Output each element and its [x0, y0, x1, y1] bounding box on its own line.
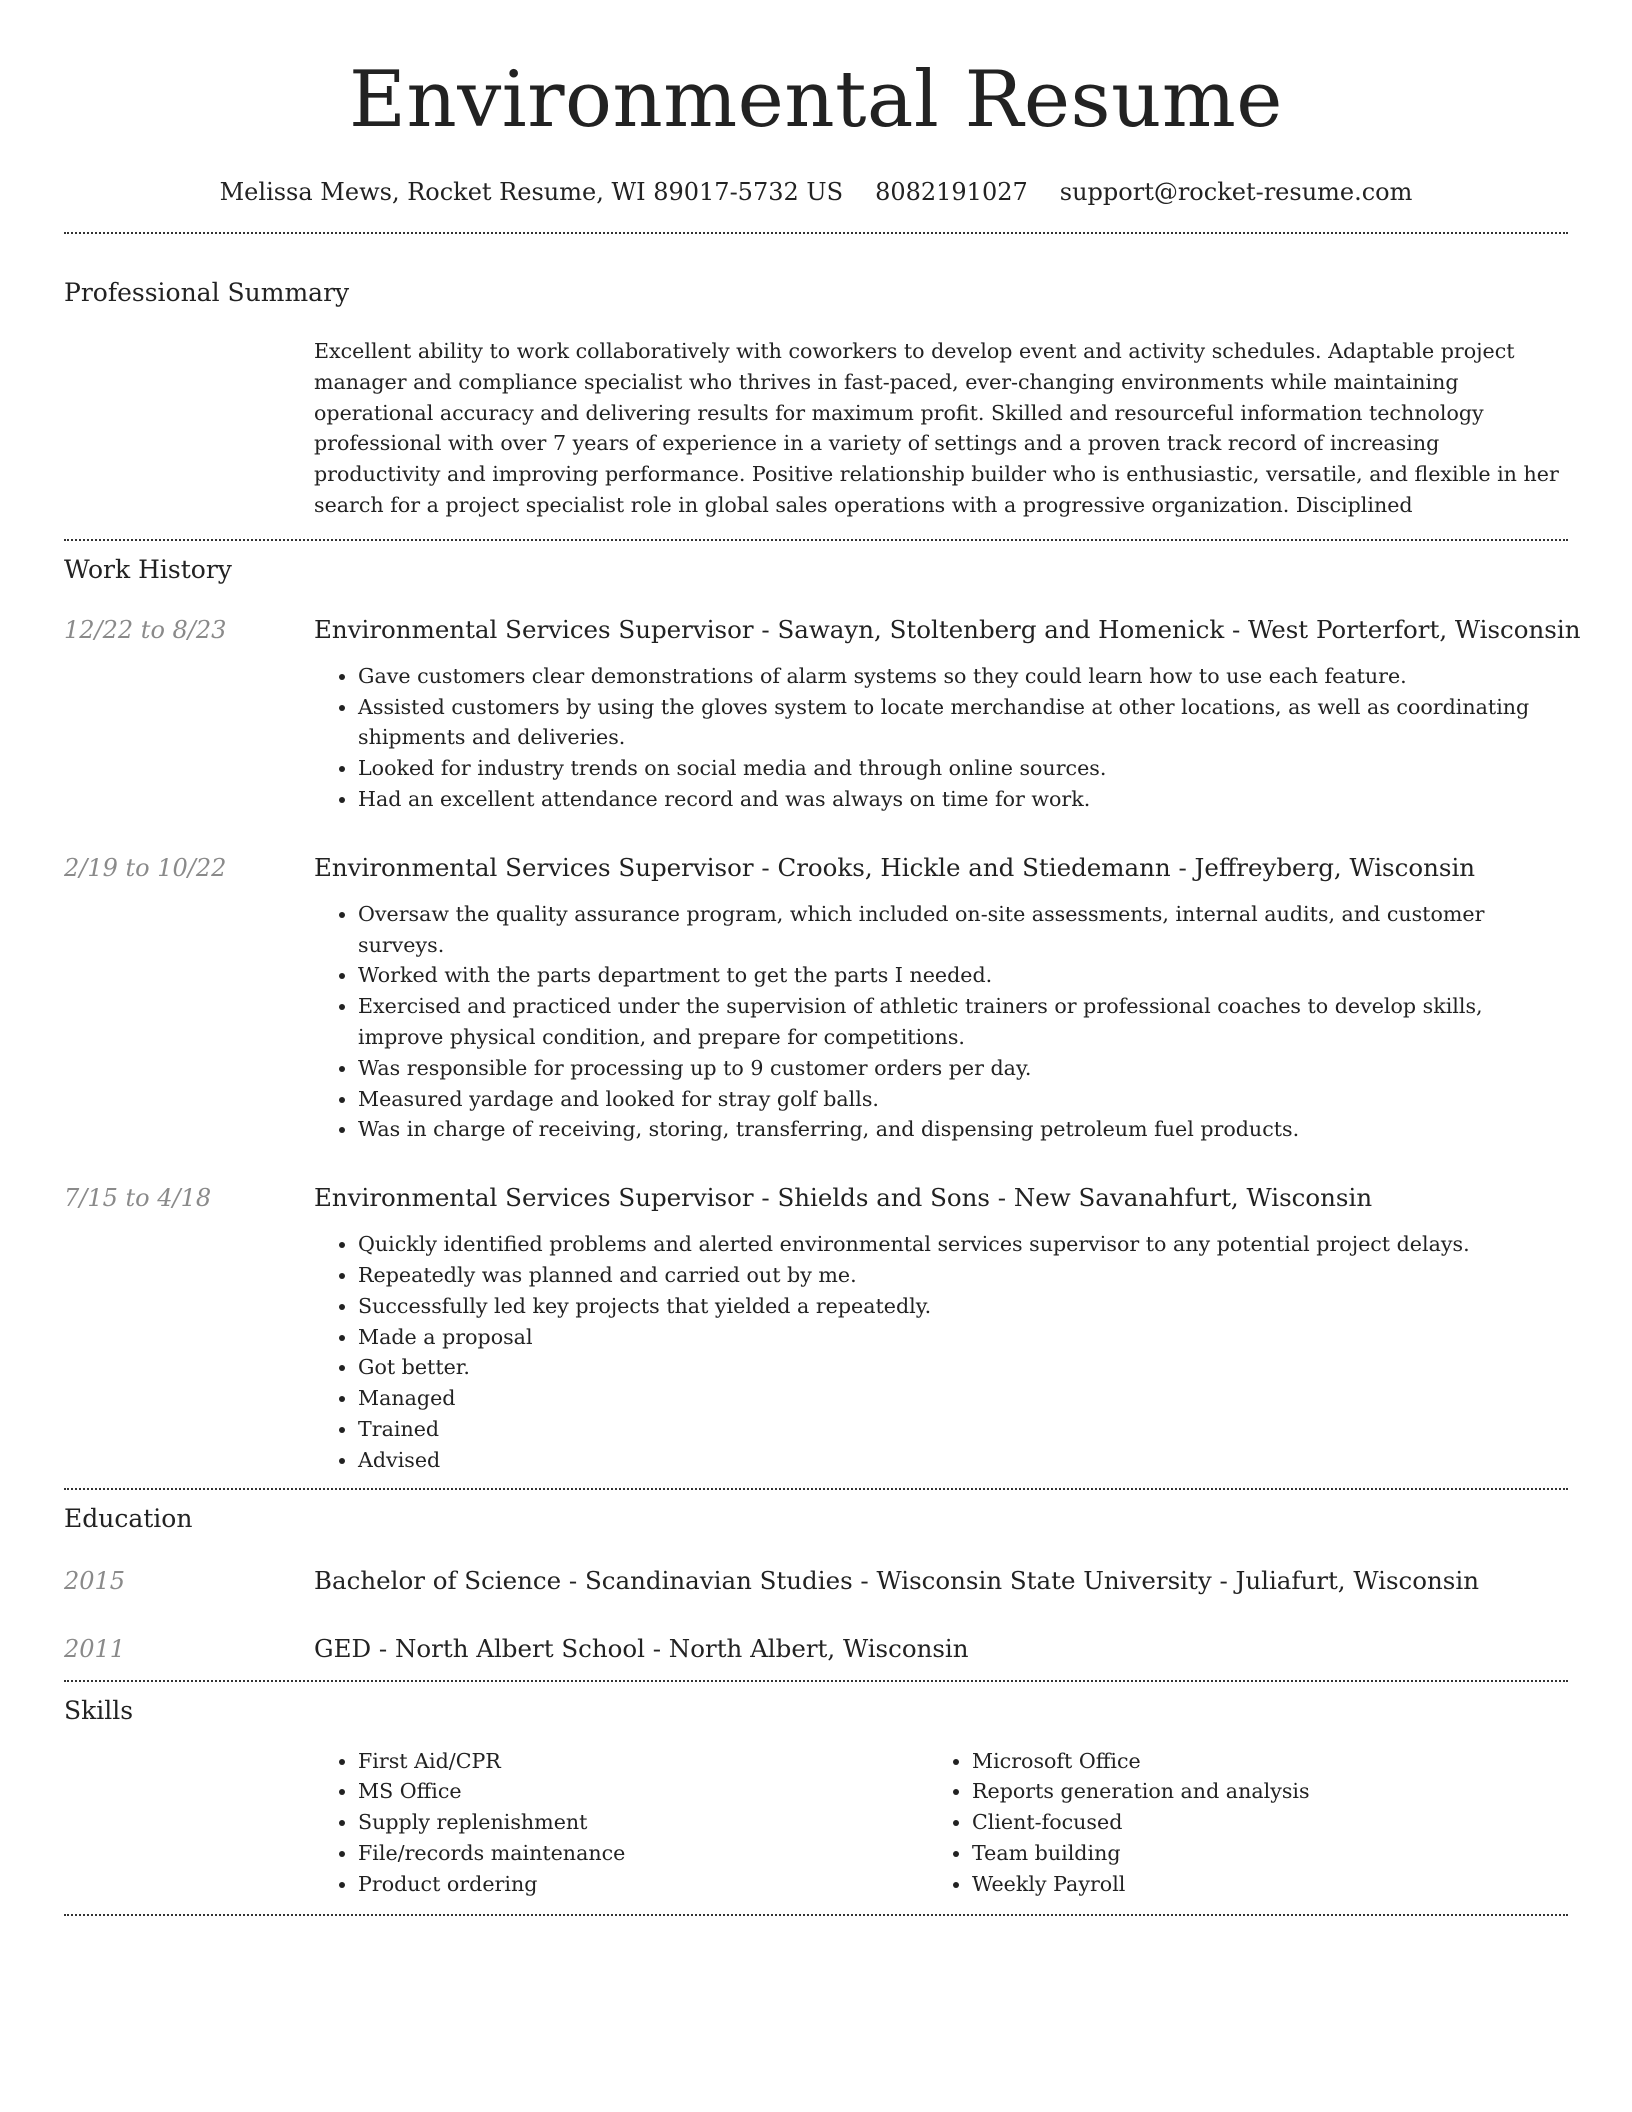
skill-item: • Product ordering — [358, 1869, 928, 1900]
job-bullet: • Measured yardage and looked for stray golf balls. — [358, 1084, 1568, 1115]
education-details — [314, 1632, 1568, 1666]
job-dates: 7/15 to 4/18 — [64, 1184, 212, 1213]
job-bullet: • Had an excellent attendance record and was always on time for work. — [358, 784, 1581, 815]
summary-heading: Professional Summary — [64, 278, 350, 307]
skills-list-right — [928, 1746, 1542, 1900]
job-title: Environmental Services Supervisor - Shields and Sons - New Savanahfurt, Wisconsin — [314, 1183, 1373, 1213]
job-bullets — [314, 661, 1581, 815]
job-bullet: • Oversaw the quality assurance program, which included on-site assessments, internal audits, and customer surveys. — [358, 899, 1568, 961]
contact-phone: 8082191027 — [875, 178, 1028, 206]
job-entry — [64, 1181, 1568, 1475]
education-year: 2015 — [64, 1566, 126, 1595]
education-heading: Education — [64, 1503, 193, 1533]
job-title: Environmental Services Supervisor - Crooks, Hickle and Stiedemann - Jeffreyberg, Wisconsin — [314, 852, 1476, 882]
work-history-heading: Work History — [64, 554, 232, 584]
skill-item: • MS Office — [358, 1776, 928, 1807]
job-dates: 2/19 to 10/22 — [64, 853, 227, 882]
job-bullet: • Exercised and practiced under the supervision of athletic trainers or professional coaches to develop skills, improve physical condition, and prepare for competitions. — [358, 991, 1568, 1053]
skills-list-left — [314, 1746, 928, 1900]
job-bullet: • Was responsible for processing up to 9 customer orders per day. — [358, 1053, 1568, 1084]
skill-item: • Supply replenishment — [358, 1807, 928, 1838]
job-bullet: • Managed — [358, 1383, 1568, 1414]
job-details — [314, 613, 1581, 815]
job-bullet: • Was in charge of receiving, storing, transferring, and dispensing petroleum fuel products. — [358, 1114, 1568, 1145]
divider — [64, 1488, 1568, 1490]
job-bullet: • Gave customers clear demonstrations of alarm systems so they could learn how to use each feature. — [358, 661, 1581, 692]
job-bullets — [314, 899, 1568, 1145]
skill-item: • Reports generation and analysis — [972, 1776, 1542, 1807]
skill-item: • Microsoft Office — [972, 1746, 1542, 1777]
contact-line — [64, 176, 1568, 208]
job-bullet: • Made a proposal — [358, 1322, 1568, 1353]
job-bullet: • Repeatedly was planned and carried out by me. — [358, 1260, 1568, 1291]
education-title: Bachelor of Science - Scandinavian Studies - Wisconsin State University - Juliafurt, Wisconsin — [314, 1565, 1479, 1595]
job-bullet: • Trained — [358, 1414, 1568, 1445]
education-entry — [64, 1632, 1568, 1666]
job-bullet: • Looked for industry trends on social media and through online sources. — [358, 753, 1581, 784]
skill-item: • File/records maintenance — [358, 1838, 928, 1869]
divider — [64, 232, 1568, 234]
contact-address: Melissa Mews, Rocket Resume, WI 89017-5732 US — [219, 178, 844, 206]
job-bullet: • Quickly identified problems and alerted environmental services supervisor to any potential project delays. — [358, 1229, 1568, 1260]
divider — [64, 1914, 1568, 1916]
education-year: 2011 — [64, 1634, 126, 1663]
education-entry — [64, 1564, 1568, 1598]
summary-text: Excellent ability to work collaboratively with coworkers to develop event and activity schedules. Adaptable project manager and compliance specialist who thrives in fast-paced, ever-changing environments while maintaining operational accuracy and delivering results for maximum profit. Skilled and resourceful information technology professional with over 7 years of experience in a variety of settings and a proven track record of increasing productivity and improving performance. Positive relationship builder who is enthusiastic, versatile, and flexible in her search for a project specialist role in global sales operations with a progressive organization. Disciplined — [314, 339, 1559, 517]
job-details — [314, 851, 1568, 1145]
education-title: GED - North Albert School - North Albert, Wisconsin — [314, 1633, 969, 1663]
job-bullet: • Assisted customers by using the gloves system to locate merchandise at other locations, as well as coordinating shipments and deliveries. — [358, 692, 1581, 754]
skill-item: • Team building — [972, 1838, 1542, 1869]
job-bullet: • Successfully led key projects that yielded a repeatedly. — [358, 1291, 1568, 1322]
education-details — [314, 1564, 1568, 1598]
divider — [64, 539, 1568, 541]
skills-heading: Skills — [64, 1695, 134, 1725]
job-entry — [64, 613, 1581, 815]
job-entry — [64, 851, 1568, 1145]
skill-item: • First Aid/CPR — [358, 1746, 928, 1777]
divider — [64, 1680, 1568, 1682]
skill-item: • Weekly Payroll — [972, 1869, 1542, 1900]
job-bullet: • Advised — [358, 1445, 1568, 1476]
job-bullets — [314, 1229, 1568, 1475]
job-bullet: • Worked with the parts department to get the parts I needed. — [358, 960, 1568, 991]
job-bullet: • Got better. — [358, 1352, 1568, 1383]
resume-title: Environmental Resume — [349, 55, 1283, 145]
job-dates: 12/22 to 8/23 — [64, 615, 227, 644]
skill-item: • Client-focused — [972, 1807, 1542, 1838]
job-details — [314, 1181, 1568, 1475]
job-title: Environmental Services Supervisor - Sawayn, Stoltenberg and Homenick - West Porterfort, Wisconsin — [314, 614, 1581, 644]
contact-email: support@rocket-resume.com — [1059, 178, 1413, 206]
skills-columns — [314, 1746, 1568, 1900]
